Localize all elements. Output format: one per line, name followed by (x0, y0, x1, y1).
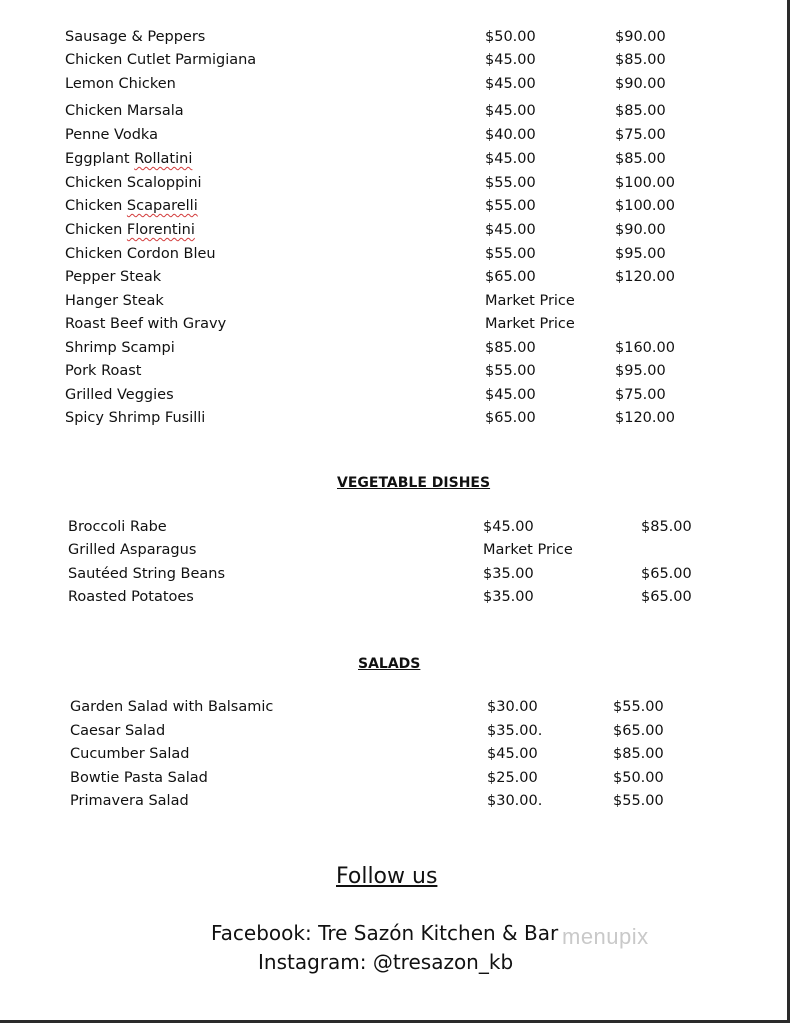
full-tray-price: $100.00 (615, 198, 675, 214)
half-tray-price: $50.00 (485, 29, 536, 45)
instagram-line: Instagram: @tresazon_kb (258, 950, 514, 974)
half-tray-price: $65.00 (485, 269, 536, 285)
menu-row (0, 124, 790, 146)
menu-row (0, 516, 790, 538)
item-name: Lemon Chicken (65, 76, 176, 92)
full-tray-price: $120.00 (615, 269, 675, 285)
spellcheck-flagged-word: Scaparelli (126, 198, 198, 214)
half-tray-price: $45.00 (485, 387, 536, 403)
item-name: Grilled Asparagus (68, 542, 197, 558)
menu-row (0, 100, 790, 122)
full-tray-price: $75.00 (615, 387, 666, 403)
half-tray-price: $45.00 (487, 746, 538, 762)
menu-row (0, 586, 790, 608)
menu-row (0, 539, 790, 561)
item-name: Roast Beef with Gravy (65, 316, 227, 332)
section-heading-salads: SALADS (358, 656, 421, 672)
item-name (65, 195, 198, 217)
full-tray-price: $85.00 (615, 52, 666, 68)
half-tray-price: $55.00 (485, 363, 536, 379)
half-tray-price: $35.00 (483, 589, 534, 605)
half-tray-price: $65.00 (485, 410, 536, 426)
full-tray-price: $50.00 (613, 770, 664, 786)
item-name (65, 148, 192, 170)
menupix-watermark: menupix (562, 924, 649, 949)
menu-row (0, 219, 790, 241)
full-tray-price: $160.00 (615, 340, 675, 356)
menu-row (0, 696, 790, 718)
item-name-part: Eggplant (65, 151, 135, 167)
half-tray-price: $30.00 (487, 699, 538, 715)
full-tray-price: $55.00 (613, 793, 664, 809)
item-name: Caesar Salad (70, 723, 166, 739)
half-tray-price: $55.00 (485, 175, 536, 191)
item-name (65, 219, 195, 241)
half-tray-price: $35.00. (487, 723, 543, 739)
menu-row (0, 767, 790, 789)
market-price: Market Price (485, 316, 575, 332)
full-tray-price: $85.00 (613, 746, 664, 762)
market-price: Market Price (485, 293, 575, 309)
item-name: Spicy Shrimp Fusilli (65, 410, 206, 426)
item-name: Grilled Veggies (65, 387, 174, 403)
full-tray-price: $65.00 (613, 723, 664, 739)
menu-row (0, 195, 790, 217)
market-price: Market Price (483, 542, 573, 558)
full-tray-price: $100.00 (615, 175, 675, 191)
item-name: Chicken Marsala (65, 103, 184, 119)
half-tray-price: $45.00 (485, 76, 536, 92)
menu-row (0, 743, 790, 765)
half-tray-price: $45.00 (485, 222, 536, 238)
menu-row (0, 360, 790, 382)
item-name: Penne Vodka (65, 127, 158, 143)
menu-row (0, 148, 790, 170)
half-tray-price: $30.00. (487, 793, 543, 809)
item-name: Cucumber Salad (70, 746, 190, 762)
item-name: Sautéed String Beans (68, 566, 226, 582)
menu-row (0, 790, 790, 812)
half-tray-price: $45.00 (483, 519, 534, 535)
spellcheck-flagged-word: Rollatini (134, 151, 193, 167)
item-name-part: Chicken (65, 198, 127, 214)
menu-row (0, 313, 790, 335)
half-tray-price: $85.00 (485, 340, 536, 356)
full-tray-price: $75.00 (615, 127, 666, 143)
full-tray-price: $85.00 (615, 151, 666, 167)
item-name: Shrimp Scampi (65, 340, 175, 356)
item-name: Hanger Steak (65, 293, 164, 309)
half-tray-price: $35.00 (483, 566, 534, 582)
menu-row (0, 266, 790, 288)
item-name: Pork Roast (65, 363, 142, 379)
half-tray-price: $40.00 (485, 127, 536, 143)
half-tray-price: $55.00 (485, 246, 536, 262)
menu-row (0, 563, 790, 585)
item-name: Chicken Cutlet Parmigiana (65, 52, 257, 68)
menu-row (0, 384, 790, 406)
spellcheck-flagged-word: Florentini (126, 222, 195, 238)
full-tray-price: $90.00 (615, 222, 666, 238)
menu-row (0, 73, 790, 95)
menu-row (0, 26, 790, 48)
item-name: Broccoli Rabe (68, 519, 167, 535)
item-name: Chicken Cordon Bleu (65, 246, 216, 262)
facebook-line: Facebook: Tre Sazón Kitchen & Bar (211, 921, 559, 945)
menu-row (0, 407, 790, 429)
half-tray-price: $55.00 (485, 198, 536, 214)
full-tray-price: $95.00 (615, 246, 666, 262)
full-tray-price: $90.00 (615, 76, 666, 92)
half-tray-price: $45.00 (485, 151, 536, 167)
half-tray-price: $45.00 (485, 103, 536, 119)
menu-row (0, 49, 790, 71)
menu-row (0, 290, 790, 312)
full-tray-price: $85.00 (615, 103, 666, 119)
item-name-part: Chicken (65, 222, 127, 238)
half-tray-price: $25.00 (487, 770, 538, 786)
item-name: Garden Salad with Balsamic (70, 699, 274, 715)
item-name: Sausage & Peppers (65, 29, 206, 45)
menu-row (0, 337, 790, 359)
full-tray-price: $65.00 (641, 566, 692, 582)
menu-row (0, 172, 790, 194)
full-tray-price: $55.00 (613, 699, 664, 715)
follow-us-heading: Follow us (336, 864, 438, 889)
item-name: Roasted Potatoes (68, 589, 194, 605)
section-heading-vegetable-dishes: VEGETABLE DISHES (337, 475, 491, 491)
item-name: Pepper Steak (65, 269, 162, 285)
full-tray-price: $65.00 (641, 589, 692, 605)
item-name: Bowtie Pasta Salad (70, 770, 208, 786)
menu-row (0, 720, 790, 742)
item-name: Chicken Scaloppini (65, 175, 202, 191)
menu-row (0, 243, 790, 265)
half-tray-price: $45.00 (485, 52, 536, 68)
full-tray-price: $90.00 (615, 29, 666, 45)
full-tray-price: $95.00 (615, 363, 666, 379)
full-tray-price: $120.00 (615, 410, 675, 426)
item-name: Primavera Salad (70, 793, 189, 809)
full-tray-price: $85.00 (641, 519, 692, 535)
